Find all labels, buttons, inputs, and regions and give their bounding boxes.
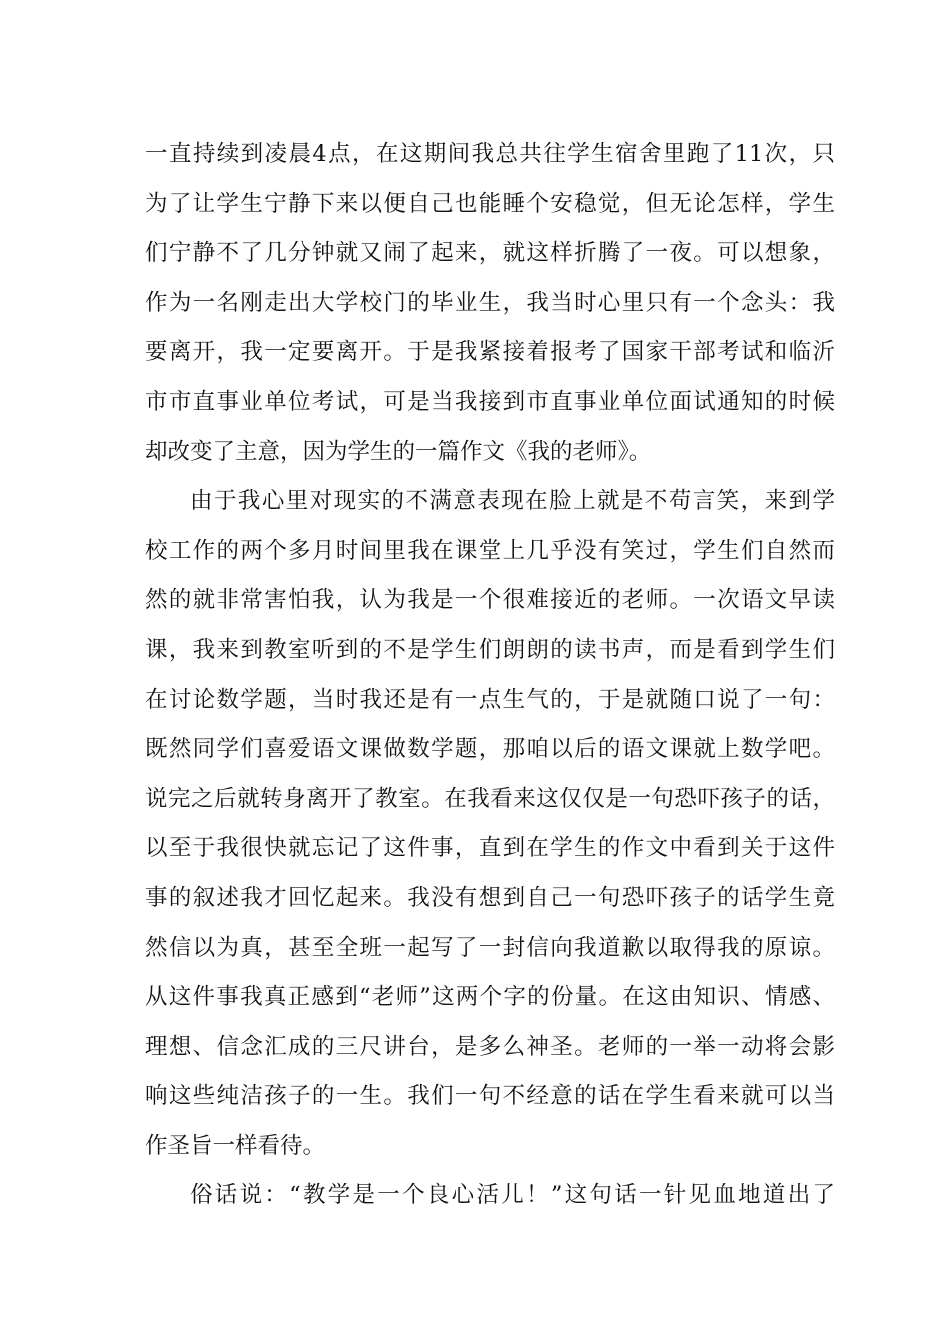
text-line: 既然同学们喜爱语文课做数学题，那咱以后的语文课就上数学吧。 [145, 736, 835, 763]
text-line: 市市直事业单位考试，可是当我接到市直事业单位面试通知的时候 [145, 388, 835, 415]
paragraph [145, 477, 835, 1171]
text-line: 响这些纯洁孩子的一生。我们一句不经意的话在学生看来就可以当 [145, 1083, 835, 1110]
text-line: 理想、信念汇成的三尺讲台，是多么神圣。老师的一举一动将会影 [145, 1033, 835, 1060]
text-line: 校工作的两个多月时间里我在课堂上几乎没有笑过，学生们自然而 [145, 537, 835, 564]
text-line: 课，我来到教室听到的不是学生们朗朗的读书声，而是看到学生们 [145, 636, 835, 663]
paragraph [145, 130, 835, 477]
text-line: 却改变了主意，因为学生的一篇作文《我的老师》。 [145, 438, 652, 465]
text-line: 以至于我很快就忘记了这件事，直到在学生的作文中看到关于这件 [145, 835, 835, 862]
text-line: 从这件事我真正感到“老师”这两个字的份量。在这由知识、情感、 [145, 984, 835, 1011]
text-line: 说完之后就转身离开了教室。在我看来这仅仅是一句恐吓孩子的话， [145, 785, 835, 812]
text-line: 俗话说：“教学是一个良心活儿！”这句话一针见血地道出了 [190, 1182, 835, 1209]
text-line: 然的就非常害怕我，认为我是一个很难接近的老师。一次语文早读 [145, 587, 835, 614]
body-text [145, 130, 835, 1221]
paragraph [145, 1171, 835, 1221]
text-line: 们宁静不了几分钟就又闹了起来，就这样折腾了一夜。可以想象， [145, 240, 835, 267]
text-line: 要离开，我一定要离开。于是我紧接着报考了国家干部考试和临沂 [145, 339, 835, 366]
text-line: 作圣旨一样看待。 [145, 1132, 326, 1159]
text-line: 为了让学生宁静下来以便自己也能睡个安稳觉，但无论怎样，学生 [145, 190, 835, 217]
text-line: 在讨论数学题，当时我还是有一点生气的，于是就随口说了一句： [145, 686, 835, 713]
text-line: 然信以为真，甚至全班一起写了一封信向我道歉以取得我的原谅。 [145, 934, 835, 961]
text-line: 由于我心里对现实的不满意表现在脸上就是不苟言笑，来到学 [190, 488, 835, 515]
text-line: 事的叙述我才回忆起来。我没有想到自己一句恐吓孩子的话学生竟 [145, 884, 835, 911]
text-line: 作为一名刚走出大学校门的毕业生，我当时心里只有一个念头：我 [145, 289, 835, 316]
text-line: 一直持续到凌晨4点，在这期间我总共往学生宿舍里跑了11次，只 [145, 141, 835, 167]
